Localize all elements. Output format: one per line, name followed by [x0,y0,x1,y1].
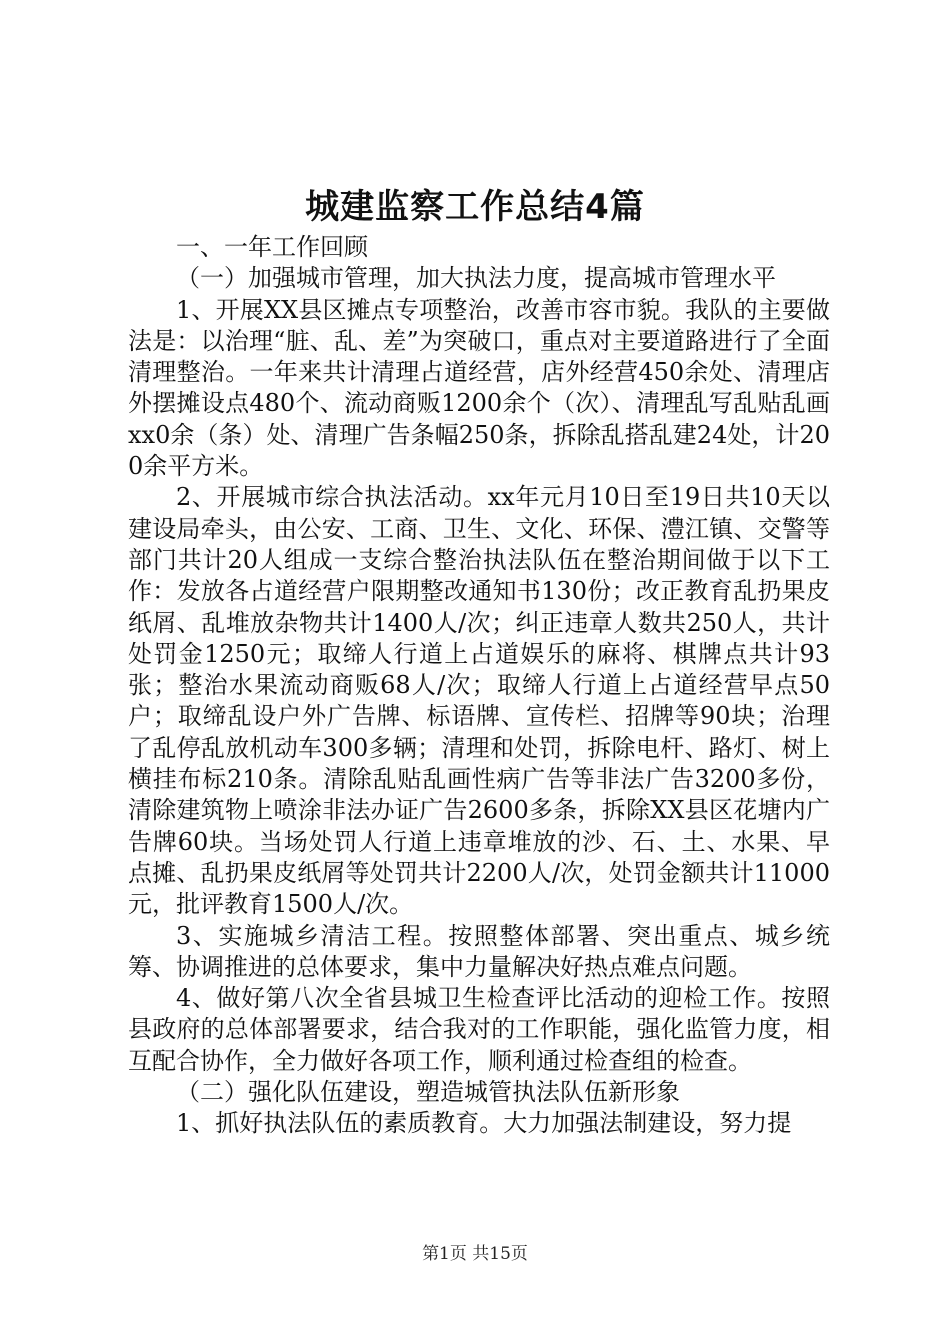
document-title: 城建监察工作总结4篇 [305,187,645,227]
body-paragraph: 3、实施城乡清洁工程。按照整体部署、突出重点、城乡统筹、协调推进的总体要求，集中力量解决好热点难点问题。 [128,921,830,981]
body-paragraph: 2、开展城市综合执法活动。xx年元月10日至19日共10天以建设局牵头，由公安、工商、卫生、文化、环保、澧江镇、交警等部门共计20人组成一支综合整治执法队伍在整治期间做于以下工作：发放各占道经营户限期整改通知书130份；改正教育乱扔果皮纸屑、乱堆放杂物共计1400人/次；纠正违章人数共250人，共计处罚金1250元；取缔人行道上占道娱乐的麻将、棋牌点共计93张；整治水果流动商贩68人/次；取缔人行道上占道经营早点50户；取缔乱设户外广告牌、标语牌、宣传栏、招牌等90块；治理了乱停乱放机动车300多辆；清理和处罚，拆除电杆、路灯、树上横挂布标210条。清除乱贴乱画性病广告等非法广告3200多份，清除建筑物上喷涂非法办证广告2600多条，拆除XX县区花塘内广告牌60块。当场处罚人行道上违章堆放的沙、石、土、水果、早点摊、乱扔果皮纸屑等处罚共计2200人/次，处罚金额共计11000元，批评教育1500人/次。 [128,483,830,919]
subsection-heading: （一）加强城市管理，加大执法力度，提高城市管理水平 [176,264,776,293]
section-heading: 一、一年工作回顾 [176,233,368,261]
body-paragraph: 1、开展XX县区摊点专项整治，改善市容市貌。我队的主要做法是：以治理“脏、乱、差”为突破口，重点对主要道路进行了全面清理整治。一年来共计清理占道经营，店外经营450余处、清理店外摆摊设点480个、流动商贩1200余个（次）、清理乱写乱贴乱画xx0余（条）处、清理广告条幅250条，拆除乱搭乱建24处，计200余平方米。 [128,295,830,481]
body-paragraph: 1、抓好执法队伍的素质教育。大力加强法制建设，努力提 [176,1109,792,1138]
page-footer: 第1页 共15页 [422,1244,528,1264]
document-body [128,232,830,1140]
subsection-heading: （二）强化队伍建设，塑造城管执法队伍新形象 [176,1078,680,1107]
body-paragraph: 4、做好第八次全省县城卫生检查评比活动的迎检工作。按照县政府的总体部署要求，结合我对的工作职能，强化监管力度，相互配合协作，全力做好各项工作，顺利通过检查组的检查。 [128,984,830,1075]
